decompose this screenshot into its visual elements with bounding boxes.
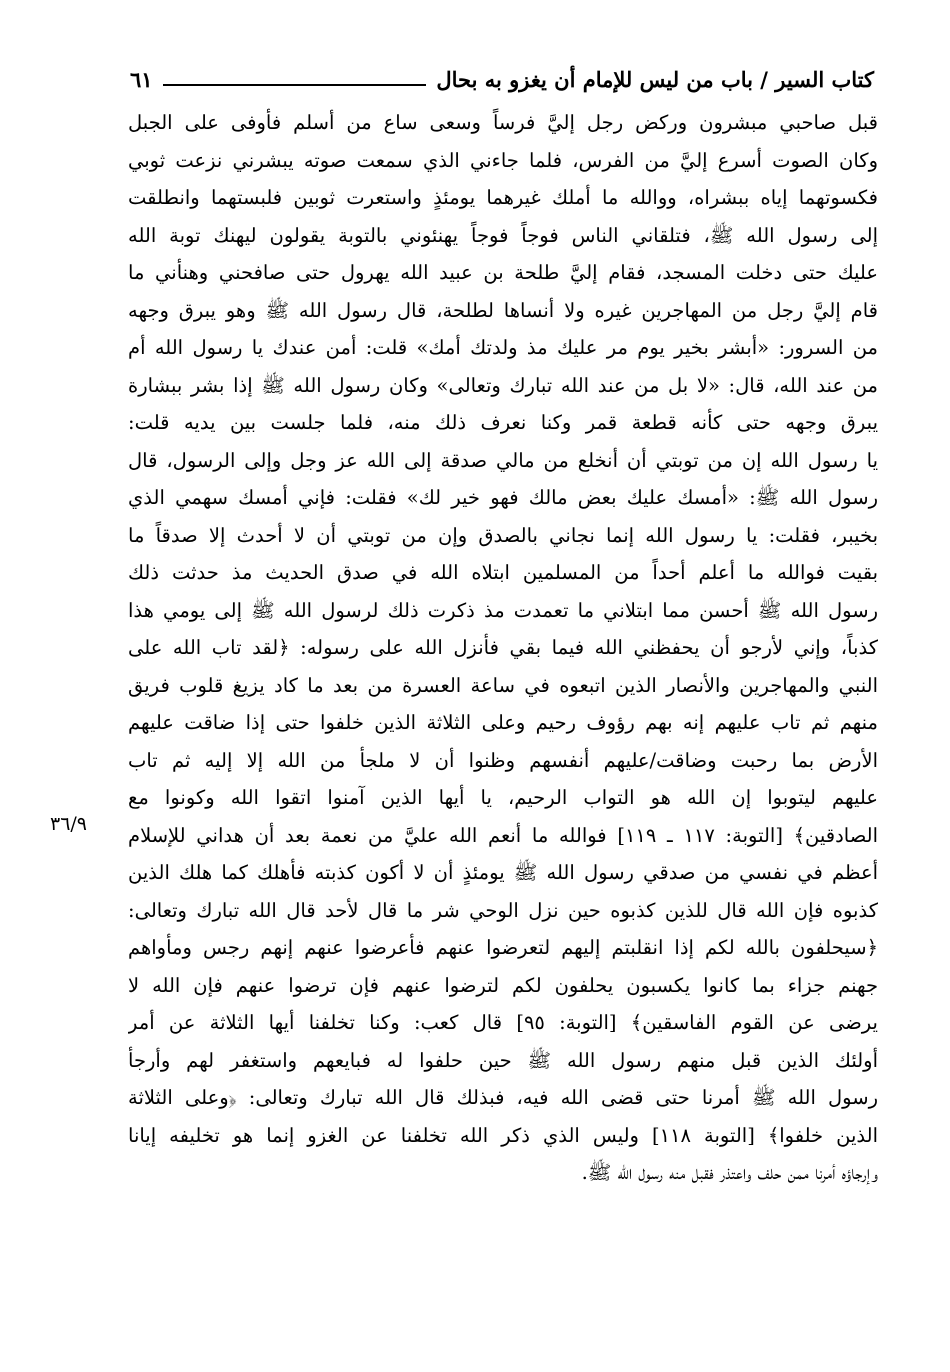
text-line: يبرق وجهه حتى كأنه قطعة قمر وكنا نعرف ذلك منه، فلما جلست بين يديه قلت: [128,411,878,434]
text-line: بخيبر، فقلت: يا رسول الله إنما نجاني بالصدق وإن من توبتي أن لا أحدث إلا صدقاً ما [128,523,878,547]
text-line: الأرض بما رحبت وضاقت/عليهم أنفسهم وظنوا أن لا ملجأ من الله إلا إليه ثم تاب [128,748,878,772]
text-line: النبي والمهاجرين والأنصار الذين اتبعوه في ساعة العسرة من بعد ما كاد يزيغ قلوب فريق [128,673,878,697]
text-line: وكان الصوت أسرع إليَّ من الفرس، فلما جاءني الذي سمعت صوته يبشرني نزعت ثوبي [128,148,878,172]
page-number: ٦١ [130,66,153,92]
text-line: بقيت فوالله ما أعلم أحداً من المسلمين ابتلاه الله في صدق الحديث مذ حدثت ذلك [128,561,878,584]
body-text [128,104,878,1192]
text-line: فكسوتهما إياه ببشراه، ووالله ما أملك غيرهما يومئذٍ واستعرت ثوبين فلبستهما وانطلقت [128,186,878,209]
text-line: وإرجاؤه أمرنا ممن حلف واعتذر فقبل منه رسول الله ﷺ. [581,1161,878,1184]
text-line: رسول الله ﷺ أحسن مما ابتلاني ما تعمدت مذ ذكرت ذلك لرسول الله ﷺ إلى يومي هذا [128,598,878,622]
text-line: يا رسول الله إن من توبتي أن أنخلع من مالي صدقة إلى الله عز وجل وإلى الرسول، قال [128,448,878,472]
text-line: رسول الله ﷺ أمرنا حتى قضى الله فيه، فبذلك قال الله تبارك وتعالى: ﴿وعلى الثلاثة [128,1086,878,1109]
text-line: الذين خلفوا﴾ [التوبة ١١٨] وليس الذي ذكر الله تخلفنا عن الغزو إنما هو تخليفه إيانا [128,1123,878,1147]
text-line: جهنم جزاء بما كانوا يكسبون يحلفون لكم لترضوا عنهم فإن ترضوا عنهم فإن الله لا [128,973,878,997]
text-line: إلى رسول الله ﷺ، فتلقاني الناس فوجاً فوجاً يهنئوني بالتوبة يقولون ليهنك توبة الله [128,223,878,247]
text-line: من السرور: «أبشر بخير يوم مر عليك مذ ولدتك أمك» قلت: أمن عندك يا رسول الله أم [128,336,878,359]
text-line: كذباً، وإني لأرجو أن يحفظني الله فيما بقي فأنزل الله على رسوله: ﴿لقد تاب الله على [128,636,878,659]
text-line: أولئك الذين قبل منهم رسول الله ﷺ حين حلفوا له فبايعهم واستغفر لهم وأرجأ [128,1048,878,1072]
text-line: قام إليَّ رجل من المهاجرين غيره ولا أنساها لطلحة، قال رسول الله ﷺ وهو يبرق وجهه [128,298,878,322]
text-line: من عند الله، قال: «لا بل من عند الله تبارك وتعالى» وكان رسول الله ﷺ إذا بشر ببشارة [128,373,878,397]
text-line: عليك حتى دخلت المسجد، فقام إليَّ طلحة بن عبيد الله يهرول حتى صافحني وهنأني ما [128,261,878,284]
text-line: قبل صاحبي مبشرون وركض رجل إليَّ فرساً وسعى ساع من أسلم فأوفى على الجبل [128,111,878,134]
header-rule [163,84,427,86]
text-line: كذبوه فإن الله قال للذين كذبوه حين نزل الوحي شر ما قال لأحد قال الله تبارك وتعالى: [128,898,878,922]
text-line: رسول الله ﷺ: «أمسك عليك بعض مالك فهو خير لك» فقلت: فإني أمسك سهمي الذي [128,486,878,509]
text-line: ﴿سيحلفون بالله لكم إذا انقلبتم إليهم لتعرضوا عنهم فأعرضوا عنهم إنهم رجس ومأواهم [128,936,878,959]
header-title: كتاب السير / باب من ليس للإمام أن يغزو به بحال [436,66,874,92]
text-line: الصادقين﴾ [التوبة: ١١٧ ـ ١١٩] فوالله ما أنعم الله عليَّ من نعمة بعد أن هداني للإسلام [128,823,878,847]
text-line: أعظم في نفسي من صدقي رسول الله ﷺ يومئذٍ أن لا أكون كذبته فأهلك كما هلك الذين [128,861,878,884]
running-header [130,62,874,96]
text-line: منهم ثم تاب عليهم إنه بهم رؤوف رحيم وعلى الثلاثة الذين خلفوا حتى إذا ضاقت عليهم [128,711,878,734]
text-line: عليهم ليتوبوا إن الله هو التواب الرحيم، يا أيها الذين آمنوا اتقوا الله وكونوا مع [128,786,878,809]
margin-reference: ٣٦/٩ [50,813,88,835]
text-line: يرضى عن القوم الفاسقين﴾ [التوبة: ٩٥] قال كعب: وكنا تخلفنا أيها الثلاثة عن أمر [128,1011,878,1034]
